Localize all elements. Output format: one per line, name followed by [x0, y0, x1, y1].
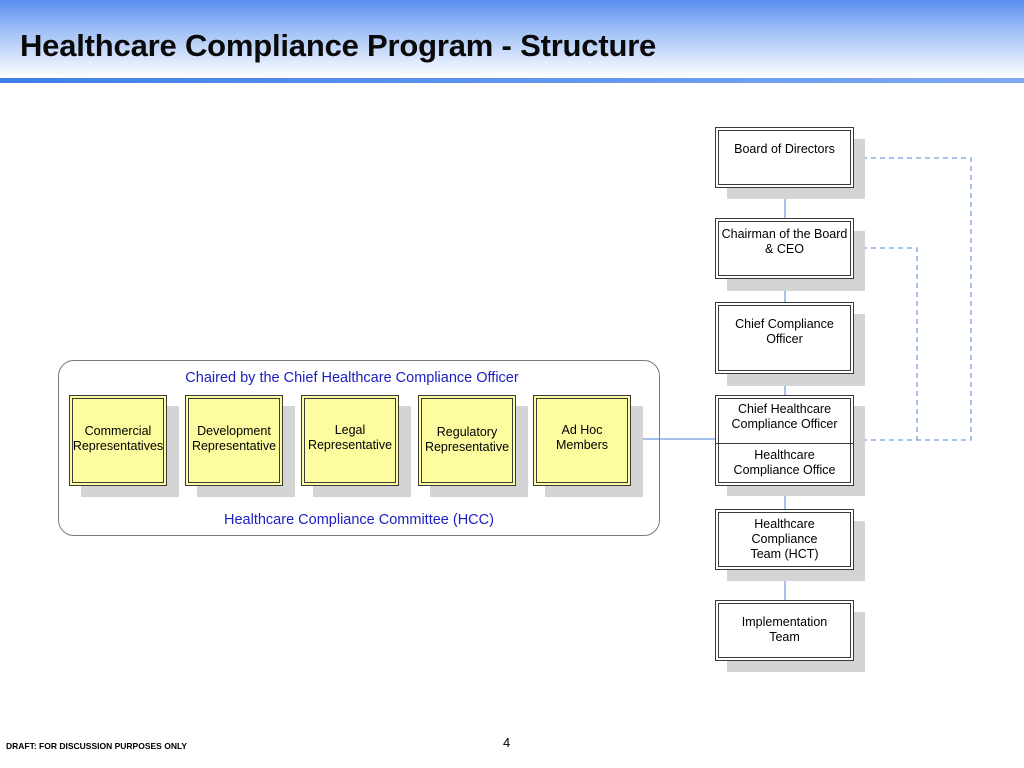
page-number: 4 [503, 735, 511, 750]
implementation-label: Implementation Team [741, 615, 828, 644]
cco-label: Chief Compliance Officer [735, 317, 834, 346]
box-divider [716, 443, 853, 444]
chco-label: Chief Healthcare Compliance Officer [731, 402, 838, 431]
draft-footer: DRAFT: FOR DISCUSSION PURPOSES ONLY [6, 741, 188, 751]
chief-healthcare-compliance-officer-box [715, 395, 854, 486]
healthcare-compliance-team-box [715, 509, 854, 570]
committee-chair-text: Chaired by the Chief Healthcare Compliance Officer [185, 370, 519, 386]
chairman-label: Chairman of the Board & CEO [721, 227, 848, 256]
hct-label: Healthcare Compliance Team (HCT) [750, 517, 819, 561]
board-dashed-line [853, 158, 971, 440]
chairman-ceo-box [715, 218, 854, 279]
chief-compliance-officer-box [715, 302, 854, 374]
member-label: Regulatory Representative [424, 425, 510, 454]
member-box-adhoc [533, 395, 631, 486]
member-label: Development Representative [191, 424, 277, 453]
committee-name: Healthcare Compliance Committee (HCC) [224, 512, 494, 528]
member-label: Commercial Representatives [72, 424, 164, 453]
board-label: Board of Directors [734, 142, 835, 156]
member-box-legal [301, 395, 399, 486]
member-box-commercial [69, 395, 167, 486]
implementation-team-box [715, 600, 854, 661]
member-label: Ad Hoc Members [555, 423, 609, 452]
member-label: Legal Representative [307, 423, 393, 452]
member-box-development [185, 395, 283, 486]
board-of-directors-box [715, 127, 854, 188]
hco-label: Healthcare Compliance Office [733, 448, 836, 477]
slide-title: Healthcare Compliance Program - Structure [20, 28, 657, 63]
member-box-regulatory [418, 395, 516, 486]
